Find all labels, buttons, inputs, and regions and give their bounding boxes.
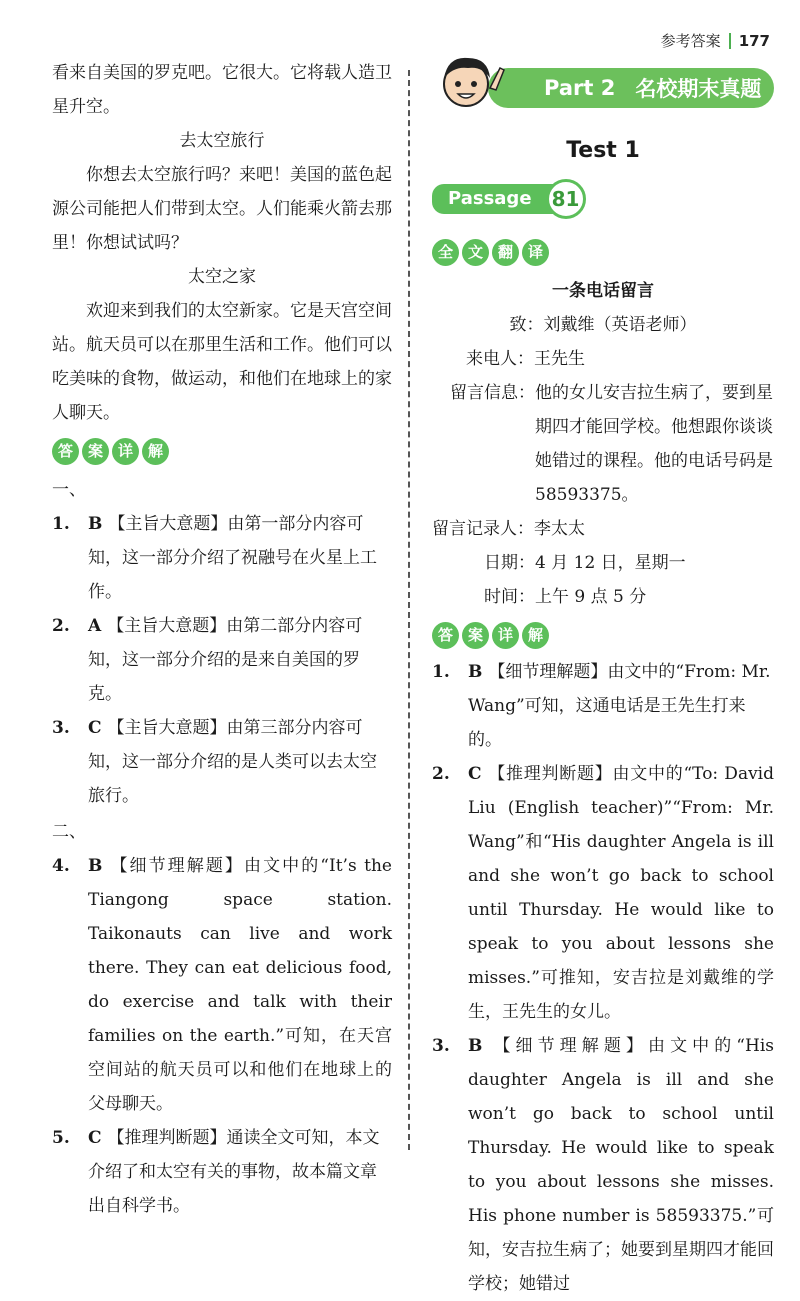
full-translation-badge [432,239,549,266]
answer-text: 【细节理解题】由文中的“It’s the Tiangong space station. Taikonauts can live and work there. They can eat delicious food, do exercise and talk with their families on the earth.”可知，在天宫空间站的航天员可以和他们在地球上的父母聊天。 [88,856,392,1114]
message-date: 日期：4 月 12 日，星期一 [484,553,686,573]
message-value: 他的女儿安吉拉生病了，要到星期四才能回学校。他想跟你谈谈她错过的课程。他的电话号码是 58593375。 [535,383,773,505]
answer-explanation-badge [432,622,549,649]
home-paragraph: 欢迎来到我们的太空新家。它是天宫空间站。航天员可以在那里生活和工作。他们可以吃美味的食物，做运动，和他们在地球上的家人聊天。 [52,301,392,423]
badge-char: 解 [142,438,169,465]
answer-text: 【细节理解题】由文中的“His daughter Angela is ill and she won’t go back to school until Thursday. He would like to speak to you about lessons she misses. His phone number is 58593375.”可知，安吉拉生病了；她要到星期四才能回学校；她错过 [468,1036,774,1294]
badge-char: 译 [522,239,549,266]
badge-char: 案 [82,438,109,465]
answer-number: 4. [52,856,70,876]
answer-number: 5. [52,1128,70,1148]
answer-item [432,1029,774,1301]
badge-char: 全 [432,239,459,266]
message-to: 致：刘戴维（英语老师） [509,315,697,335]
answer-text: 【主旨大意题】由第一部分内容可知，这一部分介绍了祝融号在火星上工作。 [88,514,377,602]
answer-number: 3. [432,1036,450,1056]
header-label: 参考答案 [660,32,721,50]
message-time: 时间：上午 9 点 5 分 [484,587,647,607]
answer-number: 3. [52,718,70,738]
badge-char: 翻 [492,239,519,266]
column-divider [408,70,410,1150]
cartoon-boy-icon [432,48,506,122]
answer-letter: B [88,514,103,534]
part-banner [432,56,774,120]
answer-letter: B [88,856,103,876]
answer-item [52,1121,392,1223]
part-title: 名校期末真题 [635,77,762,101]
page-header [661,30,770,51]
answer-text: 【主旨大意题】由第二部分内容可知，这一部分介绍的是来自美国的罗克。 [88,616,363,704]
message-body [432,376,774,512]
answer-text: 【细节理解题】由文中的“From: Mr. Wang”可知，这通电话是王先生打来的。 [468,662,771,750]
passage-text: Passage [432,184,558,214]
answer-text: 【主旨大意题】由第三部分内容可知，这一部分介绍的是人类可以去太空旅行。 [88,718,377,806]
answer-item [432,655,774,757]
test-title: Test 1 [566,138,640,163]
part-bar [488,68,774,108]
passage-number: 81 [546,179,586,219]
answer-letter: B [468,662,483,682]
answer-explanation-badge [52,438,169,465]
answer-text: 【推理判断题】由文中的“To: David Liu (English teacher)”“From: Mr. Wang”和“His daughter Angela is ill and she won’t go back to school until Thursday. He would like to speak to you about lessons she misses.”可推知，安吉拉是刘戴维的学生，王先生的女儿。 [468,764,774,1022]
answer-item [52,609,392,711]
message-title: 一条电话留言 [552,281,654,301]
badge-char: 详 [112,438,139,465]
badge-char: 文 [462,239,489,266]
answer-number: 1. [52,514,70,534]
answer-number: 2. [52,616,70,636]
message-key: 留言信息： [450,383,535,403]
right-column [432,56,774,1301]
answer-number: 1. [432,662,450,682]
badge-char: 详 [492,622,519,649]
answer-letter: C [468,764,482,784]
badge-char: 答 [52,438,79,465]
badge-char: 案 [462,622,489,649]
header-separator [729,33,731,49]
page-number: 177 [738,31,770,50]
travel-title: 去太空旅行 [179,131,265,151]
answer-letter: C [88,1128,102,1148]
left-column [52,56,392,1223]
answer-letter: A [88,616,102,636]
section-two-label: 二、 [52,822,86,842]
answer-letter: B [468,1036,483,1056]
intro-paragraph: 看来自美国的罗克吧。它很大。它将载人造卫星升空。 [52,63,392,117]
answer-number: 2. [432,764,450,784]
answer-item [432,757,774,1029]
section-one-label: 一、 [52,480,86,500]
home-title: 太空之家 [188,267,256,287]
message-from: 来电人：王先生 [466,349,585,369]
answer-item [52,711,392,813]
badge-char: 答 [432,622,459,649]
part-label: Part 2 [544,76,616,100]
answer-item [52,507,392,609]
badge-char: 解 [522,622,549,649]
answer-item [52,849,392,1121]
travel-paragraph: 你想去太空旅行吗？来吧！美国的蓝色起源公司能把人们带到太空。人们能乘火箭去那里！你想试试吗？ [52,165,392,253]
passage-label [432,179,774,219]
answer-text: 【推理判断题】通读全文可知，本文介绍了和太空有关的事物，故本篇文章出自科学书。 [88,1128,380,1216]
message-taker: 留言记录人：李太太 [432,519,585,539]
answer-letter: C [88,718,102,738]
